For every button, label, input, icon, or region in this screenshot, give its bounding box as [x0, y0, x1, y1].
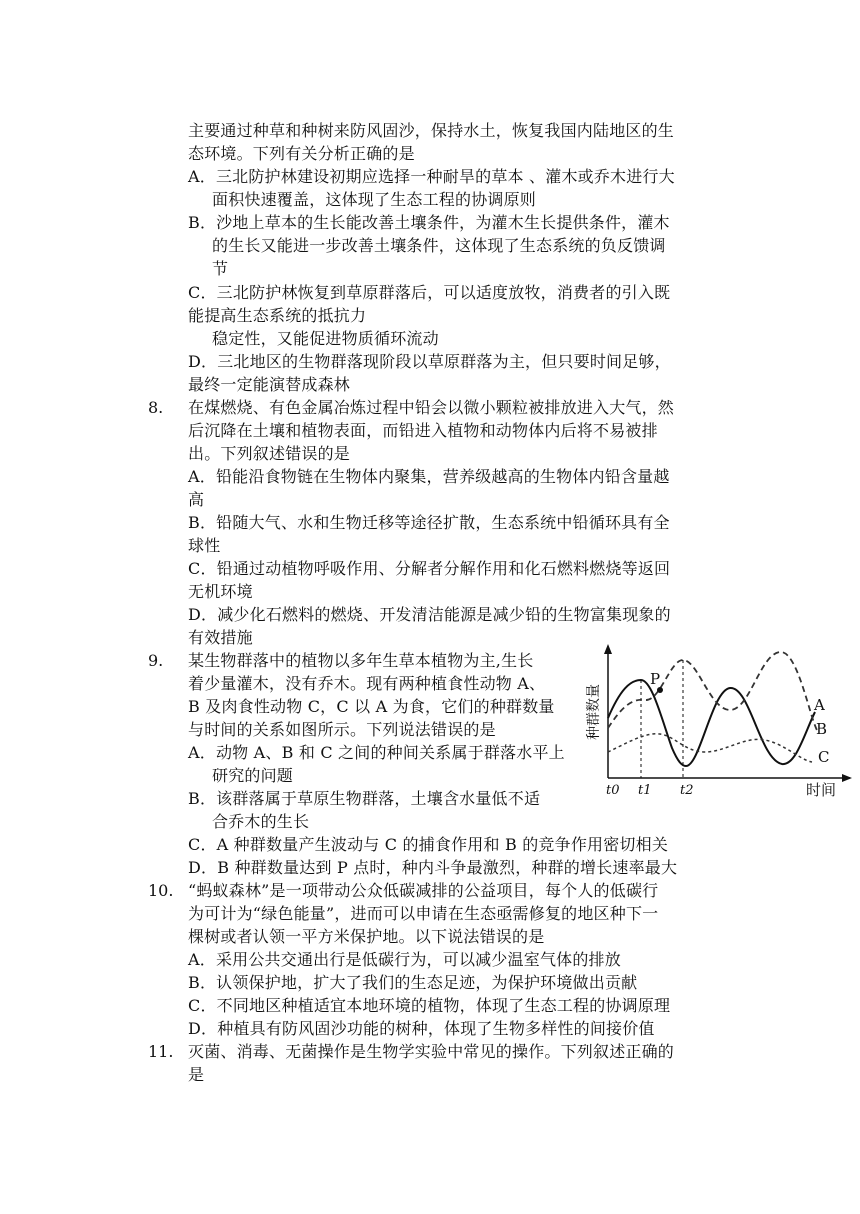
- q7-option-b-line-3: 节: [212, 259, 229, 278]
- q8-option-b-line-1: B．铅随大气、水和生物迁移等途径扩散，生态系统中铅循环具有全: [188, 513, 670, 532]
- tick-t1: t1: [638, 783, 652, 798]
- q8-option-a-line-1: A．铅能沿食物链在生物体内聚集，营养级越高的生物体内铅含量越: [188, 467, 670, 486]
- q9-option-b-line-2: 合乔木的生长: [212, 812, 310, 831]
- q7-option-c-line-2: 能提高生态系统的抵抗力: [188, 306, 367, 325]
- x-axis-label: 时间: [806, 781, 837, 799]
- q9-stem-line-2: 着少量灌木，没有乔木。现有两种植食性动物 A、: [188, 674, 546, 693]
- q10-stem-line-3: 棵树或者认领一平方米保护地。以下说法错误的是: [188, 927, 545, 946]
- q7-option-b-line-2: 的生长又能进一步改善土壤条件，这体现了生态系统的负反馈调: [212, 236, 666, 255]
- curve-a: [608, 680, 815, 766]
- q9-stem-line-4: 与时间的关系如图所示。下列说法错误的是: [188, 720, 496, 739]
- q7-option-a-line-2: 面积快速覆盖，这体现了生态工程的协调原则: [212, 190, 537, 209]
- q10-option-b: B．认领保护地，扩大了我们的生态足迹，为保护环境做出贡献: [188, 973, 638, 992]
- question-number-9: 9.: [148, 651, 164, 670]
- q9-stem-line-1: 某生物群落中的植物以多年生草本植物为主,生长: [188, 651, 534, 670]
- q8-stem-line-2: 后沉降在土壤和植物表面，而铅进入植物和动物体内后将不易被排: [188, 421, 658, 440]
- q7-option-d-line-1: D．三北地区的生物群落现阶段以草原群落为主，但只要时间足够，: [188, 352, 671, 371]
- q10-option-c: C．不同地区种植适宜本地环境的植物，体现了生态工程的协调原理: [188, 996, 671, 1015]
- y-axis-arrow: [604, 644, 612, 654]
- q7-option-d-line-2: 最终一定能演替成森林: [188, 375, 351, 394]
- q10-stem-line-1: “蚂蚁森林”是一项带动公众低碳减排的公益项目，每个人的低碳行: [188, 881, 659, 900]
- curve-b: [608, 652, 818, 732]
- q7-option-a-line-1: A．三北防护林建设初期应选择一种耐旱的草本 、灌木或乔木进行大: [188, 167, 675, 186]
- population-graph: [586, 640, 855, 800]
- curve-b-label: B: [816, 720, 828, 738]
- q8-option-d-line-1: D．减少化石燃料的燃烧、开发清洁能源是减少铅的生物富集现象的: [188, 605, 671, 624]
- q8-option-d-line-2: 有效措施: [188, 628, 253, 647]
- q10-option-d: D．种植具有防风固沙功能的树种，体现了生物多样性的间接价值: [188, 1019, 655, 1038]
- q7-stem-line-1: 主要通过种草和种树来防风固沙，保持水土，恢复我国内陆地区的生: [188, 121, 675, 140]
- q9-stem-line-3: B 及肉食性动物 C，C 以 A 为食，它们的种群数量: [188, 697, 555, 716]
- q8-option-b-line-2: 球性: [188, 536, 221, 555]
- y-axis-label: 种群数量: [586, 684, 602, 740]
- tick-t2: t2: [680, 783, 694, 798]
- q8-option-a-line-2: 高: [188, 490, 205, 509]
- q9-option-b-line-1: B．该群落属于草原生物群落，土壤含水量低不适: [188, 789, 541, 808]
- question-number-8: 8.: [148, 398, 164, 417]
- tick-t0: t0: [606, 783, 620, 798]
- q9-option-a-line-2: 研究的问题: [212, 766, 294, 785]
- q8-stem-line-3: 出。下列叙述错误的是: [188, 444, 351, 463]
- q9-option-d: D．B 种群数量达到 P 点时，种内斗争最激烈，种群的增长速率最大: [188, 858, 678, 877]
- q9-option-a-line-1: A．动物 A、B 和 C 之间的种间关系属于群落水平上: [188, 743, 565, 762]
- curve-c: [608, 734, 812, 762]
- q9-option-c: C．A 种群数量产生波动与 C 的捕食作用和 B 的竞争作用密切相关: [188, 835, 669, 854]
- q8-stem-line-1: 在煤燃烧、有色金属冶炼过程中铅会以微小颗粒被排放进入大气，然: [188, 398, 675, 417]
- curve-a-label: A: [814, 696, 825, 714]
- q7-option-b-line-1: B．沙地上草本的生长能改善土壤条件，为灌木生长提供条件，灌木: [188, 213, 670, 232]
- q7-option-c-line-3: 稳定性，又能促进物质循环流动: [212, 329, 439, 348]
- question-number-11: 11.: [148, 1042, 174, 1061]
- population-figure: [586, 640, 855, 800]
- q11-stem-line-2: 是: [188, 1065, 205, 1084]
- q7-option-c-line-1: C．三北防护林恢复到草原群落后，可以适度放牧，消费者的引入既: [188, 283, 671, 302]
- q10-option-a: A．采用公共交通出行是低碳行为，可以减少温室气体的排放: [188, 950, 621, 969]
- x-axis-arrow: [842, 774, 852, 782]
- q10-stem-line-2: 为可计为“绿色能量”，进而可以申请在生态亟需修复的地区种下一: [188, 904, 659, 923]
- q8-option-c-line-1: C．铅通过动植物呼吸作用、分解者分解作用和化石燃料燃烧等返回: [188, 559, 671, 578]
- question-number-10: 10.: [148, 881, 174, 900]
- q7-stem-line-2: 态环境。下列有关分析正确的是: [188, 144, 415, 163]
- curve-c-label: C: [818, 748, 830, 766]
- q11-stem-line-1: 灭菌、消毒、无菌操作是生物学实验中常见的操作。下列叙述正确的: [188, 1042, 675, 1061]
- point-p-label: P: [650, 670, 661, 688]
- q8-option-c-line-2: 无机环境: [188, 582, 253, 601]
